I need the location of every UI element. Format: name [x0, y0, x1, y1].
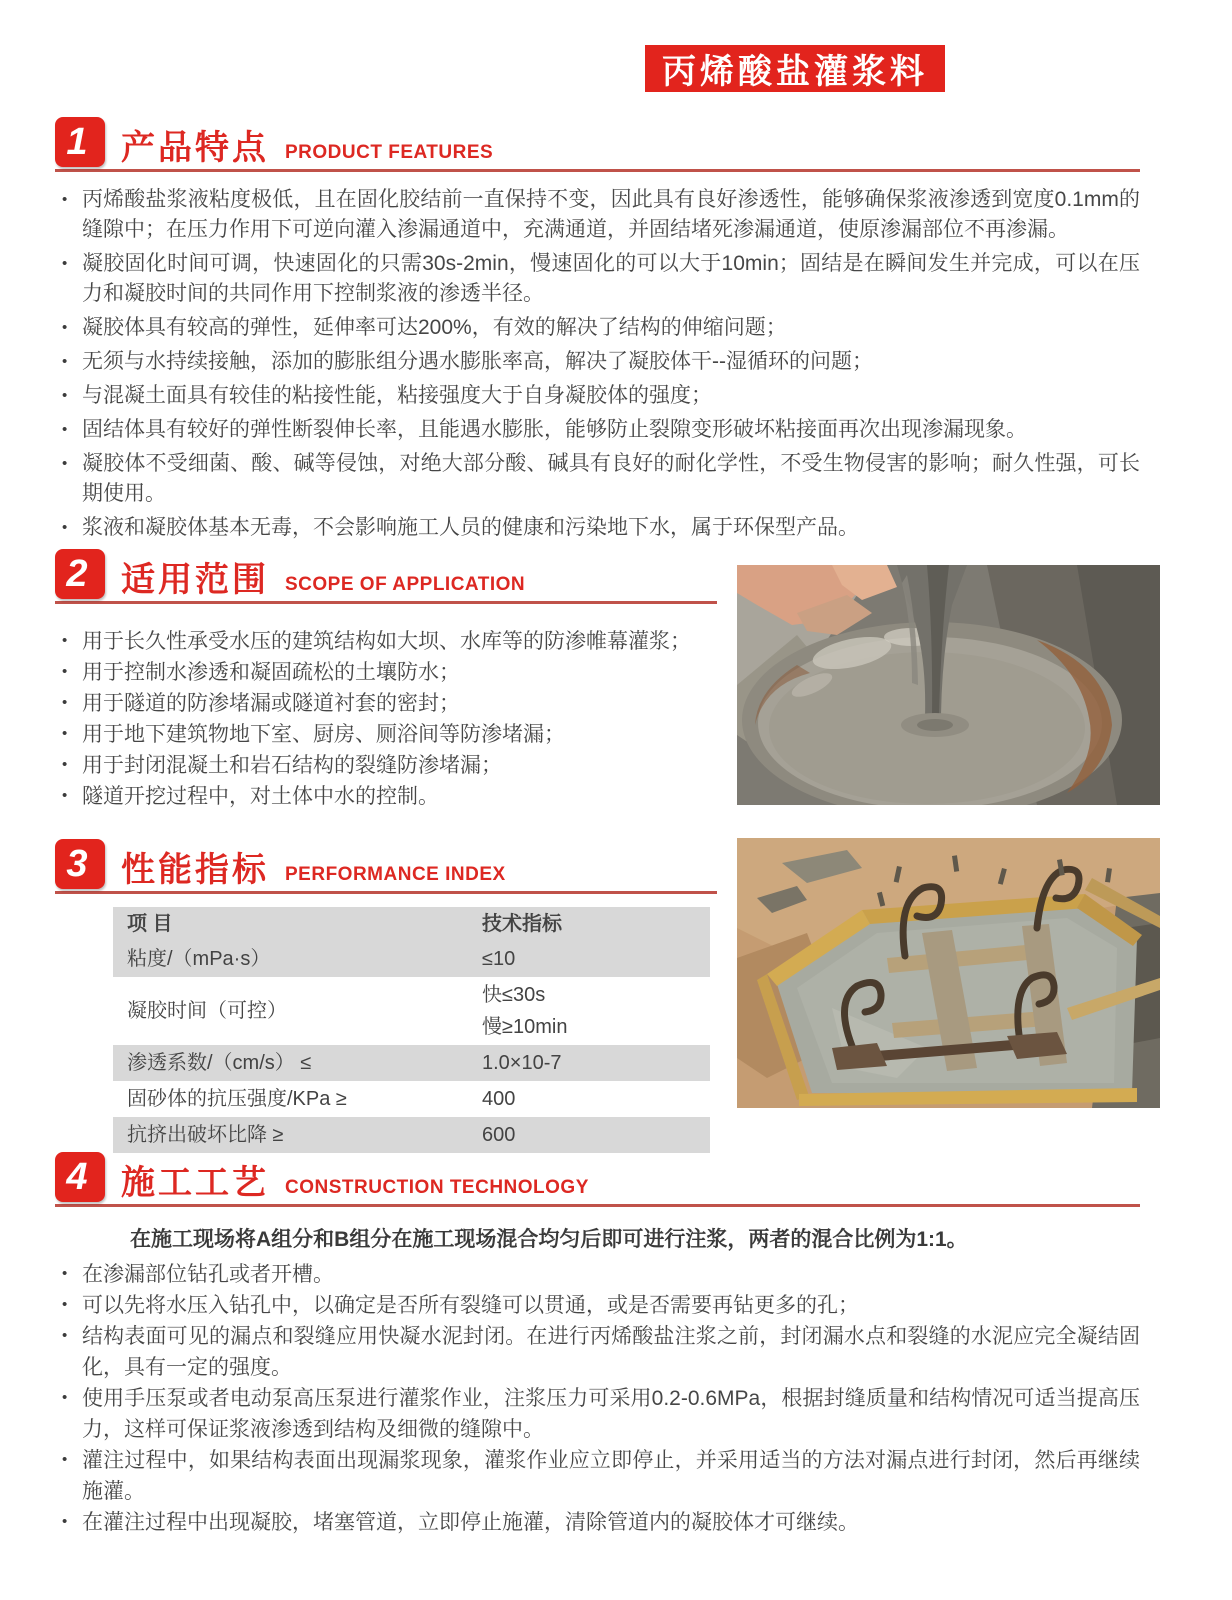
list-item: • 用于长久性承受水压的建筑结构如大坝、水库等的防渗帷幕灌浆；: [55, 626, 717, 657]
table-header-value: 技术指标: [482, 913, 562, 935]
grout-mixing-photo: [737, 565, 1160, 805]
list-item: • 在灌注过程中出现凝胶，堵塞管道，立即停止施灌，清除管道内的凝胶体才可继续。: [55, 1507, 1140, 1538]
table-cell-value: 快≤30s 慢≥10min: [482, 984, 568, 1038]
grout-formwork-photo: [737, 838, 1160, 1108]
scope-list: [55, 626, 717, 812]
table-row: [113, 977, 710, 1045]
list-item: • 凝胶体具有较高的弹性，延伸率可达200%，有效的解决了结构的伸缩问题；: [55, 313, 1140, 343]
section4-header: [55, 1153, 1140, 1207]
section3-subtitle: PERFORMANCE INDEX: [285, 864, 506, 885]
list-item: • 用于地下建筑物地下室、厨房、厕浴间等防渗堵漏；: [55, 719, 717, 750]
product-title-badge: 丙烯酸盐灌浆料: [645, 45, 945, 92]
section4-subtitle: CONSTRUCTION TECHNOLOGY: [285, 1177, 589, 1198]
table-row: [113, 1117, 710, 1153]
list-item: • 结构表面可见的漏点和裂缝应用快凝水泥封闭。在进行丙烯酸盐注浆之前，封闭漏水点和裂缝的水泥应完全凝结固化，具有一定的强度。: [55, 1321, 1140, 1383]
table-row: [113, 1045, 710, 1081]
grout-mixing-photo-art: [737, 565, 1160, 805]
list-item: • 在渗漏部位钻孔或者开槽。: [55, 1259, 1140, 1290]
section2-header: [55, 550, 717, 604]
table-cell-value: 600: [482, 1124, 516, 1146]
list-item: • 与混凝土面具有较佳的粘接性能，粘接强度大于自身凝胶体的强度；: [55, 381, 1140, 411]
table-cell-value: 1.0×10-7: [482, 1052, 562, 1074]
section-construction-technology: [55, 1153, 1140, 1538]
performance-index-table: [113, 907, 710, 1153]
section1-subtitle: PRODUCT FEATURES: [285, 142, 494, 163]
section4-title: 施工工艺: [121, 1164, 269, 1202]
table-row: [113, 941, 710, 977]
table-row: [113, 1081, 710, 1117]
table-body: [113, 941, 710, 1153]
list-item: • 使用手压泵或者电动泵高压泵进行灌浆作业，注浆压力可采用0.2-0.6MPa，根据封缝质量和结构情况可适当提高压力，这样可保证浆液渗透到结构及细微的缝隙中。: [55, 1383, 1140, 1445]
table-header-row: [113, 907, 710, 941]
section-performance-index: [55, 840, 717, 1153]
section1-title: 产品特点: [121, 129, 269, 167]
table-cell-label: 粘度/（mPa·s）: [127, 948, 271, 970]
list-item: • 凝胶固化时间可调，快速固化的只需30s-2min，慢速固化的可以大于10min；固结是在瞬间发生并完成，可以在压力和凝胶时间的共同作用下控制浆液的渗透半径。: [55, 249, 1140, 309]
list-item: • 丙烯酸盐浆液粘度极低，且在固化胶结前一直保持不变，因此具有良好渗透性，能够确保浆液渗透到宽度0.1mm的缝隙中；在压力作用下可逆向灌入渗漏通道中，充满通道，并固结堵死渗漏通道，使原渗漏部位不再渗漏。: [55, 185, 1140, 245]
list-item: • 固结体具有较好的弹性断裂伸长率，且能遇水膨胀，能够防止裂隙变形破坏粘接面再次出现渗漏现象。: [55, 415, 1140, 445]
table-cell-label: 渗透系数/（cm/s） ≤: [127, 1052, 312, 1074]
section-scope-of-application: [55, 550, 717, 812]
list-item: • 可以先将水压入钻孔中，以确定是否所有裂缝可以贯通，或是否需要再钻更多的孔；: [55, 1290, 1140, 1321]
list-item: • 用于隧道的防渗堵漏或隧道衬套的密封；: [55, 688, 717, 719]
list-item: • 无须与水持续接触，添加的膨胀组分遇水膨胀率高，解决了凝胶体干--湿循环的问题；: [55, 347, 1140, 377]
list-item: • 浆液和凝胶体基本无毒，不会影响施工人员的健康和污染地下水，属于环保型产品。: [55, 513, 1140, 543]
construction-steps-list: [55, 1259, 1140, 1538]
table-cell-label: 固砂体的抗压强度/KPa ≥: [127, 1088, 347, 1110]
table-cell-value: 400: [482, 1088, 516, 1110]
section1-number-badge: 1: [55, 117, 105, 167]
table-cell-label: 凝胶时间（可控）: [127, 1000, 287, 1022]
section2-subtitle: SCOPE OF APPLICATION: [285, 574, 526, 595]
list-item: • 用于控制水渗透和凝固疏松的土壤防水；: [55, 657, 717, 688]
table-cell-label: 抗挤出破坏比降 ≥: [127, 1124, 284, 1146]
table-header-item: 项 目: [127, 913, 173, 935]
section4-number-badge: 4: [55, 1152, 105, 1202]
grout-formwork-photo-art: [737, 838, 1160, 1108]
list-item: • 隧道开挖过程中，对土体中水的控制。: [55, 781, 717, 812]
section3-number-badge: 3: [55, 839, 105, 889]
list-item: • 灌注过程中，如果结构表面出现漏浆现象，灌浆作业应立即停止，并采用适当的方法对漏点进行封闭，然后再继续施灌。: [55, 1445, 1140, 1507]
section2-number-badge: 2: [55, 549, 105, 599]
section-product-features: [55, 118, 1140, 547]
construction-intro-text: 在施工现场将A组分和B组分在施工现场混合均匀后即可进行注浆，两者的混合比例为1:1。: [130, 1228, 968, 1251]
product-features-list: [55, 185, 1140, 543]
table-cell-value: ≤10: [482, 948, 516, 970]
list-item: • 用于封闭混凝土和岩石结构的裂缝防渗堵漏；: [55, 750, 717, 781]
section3-header: [55, 840, 717, 894]
list-item: • 凝胶体不受细菌、酸、碱等侵蚀，对绝大部分酸、碱具有良好的耐化学性，不受生物侵害的影响；耐久性强，可长期使用。: [55, 449, 1140, 509]
section1-header: [55, 118, 1140, 172]
section2-title: 适用范围: [121, 561, 269, 599]
section3-title: 性能指标: [121, 851, 269, 889]
